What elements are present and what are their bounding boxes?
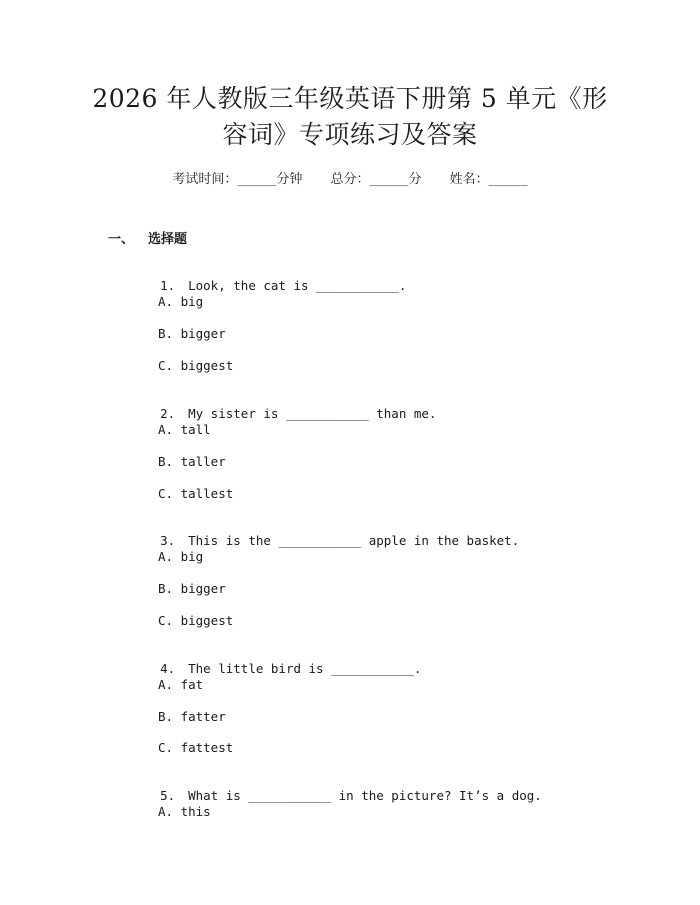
question-number: 5. (160, 788, 176, 803)
option-4a: A. fat (158, 677, 204, 692)
option-4b: B. fatter (158, 709, 226, 724)
option-2c: C. tallest (158, 486, 234, 501)
question-text: The little bird is ___________. (188, 661, 422, 676)
option-3a: A. big (158, 549, 204, 564)
option-3c: C. biggest (158, 613, 234, 628)
section-heading (108, 228, 187, 247)
option-2a: A. tall (158, 422, 211, 437)
question-number: 4. (160, 661, 176, 676)
document-title-line-1: 2026 年人教版三年级英语下册第 5 单元《形 (92, 84, 608, 113)
question-text: What is ___________ in the picture? It’s a dog. (188, 788, 542, 803)
student-name: 姓名：______ (449, 172, 528, 187)
option-4c: C. fattest (158, 740, 234, 755)
question-number: 3. (160, 533, 176, 548)
section-title: 选择题 (148, 232, 188, 247)
option-2b: B. taller (158, 454, 226, 469)
section-number: 一、 (108, 232, 135, 247)
exam-time: 考试时间：______分钟 (172, 172, 303, 187)
option-5a: A. this (158, 804, 211, 819)
option-1c: C. biggest (158, 358, 234, 373)
exam-meta (0, 168, 700, 187)
question-text: My sister is ___________ than me. (188, 406, 437, 421)
option-1b: B. bigger (158, 326, 226, 341)
question-text: Look, the cat is ___________. (188, 278, 407, 293)
exam-total-score: 总分：______分 (330, 172, 422, 187)
option-1a: A. big (158, 294, 204, 309)
question-number: 2. (160, 406, 176, 421)
option-3b: B. bigger (158, 581, 226, 596)
question-number: 1. (160, 278, 176, 293)
question-text: This is the ___________ apple in the basket. (188, 533, 520, 548)
document-title-line-2: 容词》专项练习及答案 (222, 120, 478, 149)
